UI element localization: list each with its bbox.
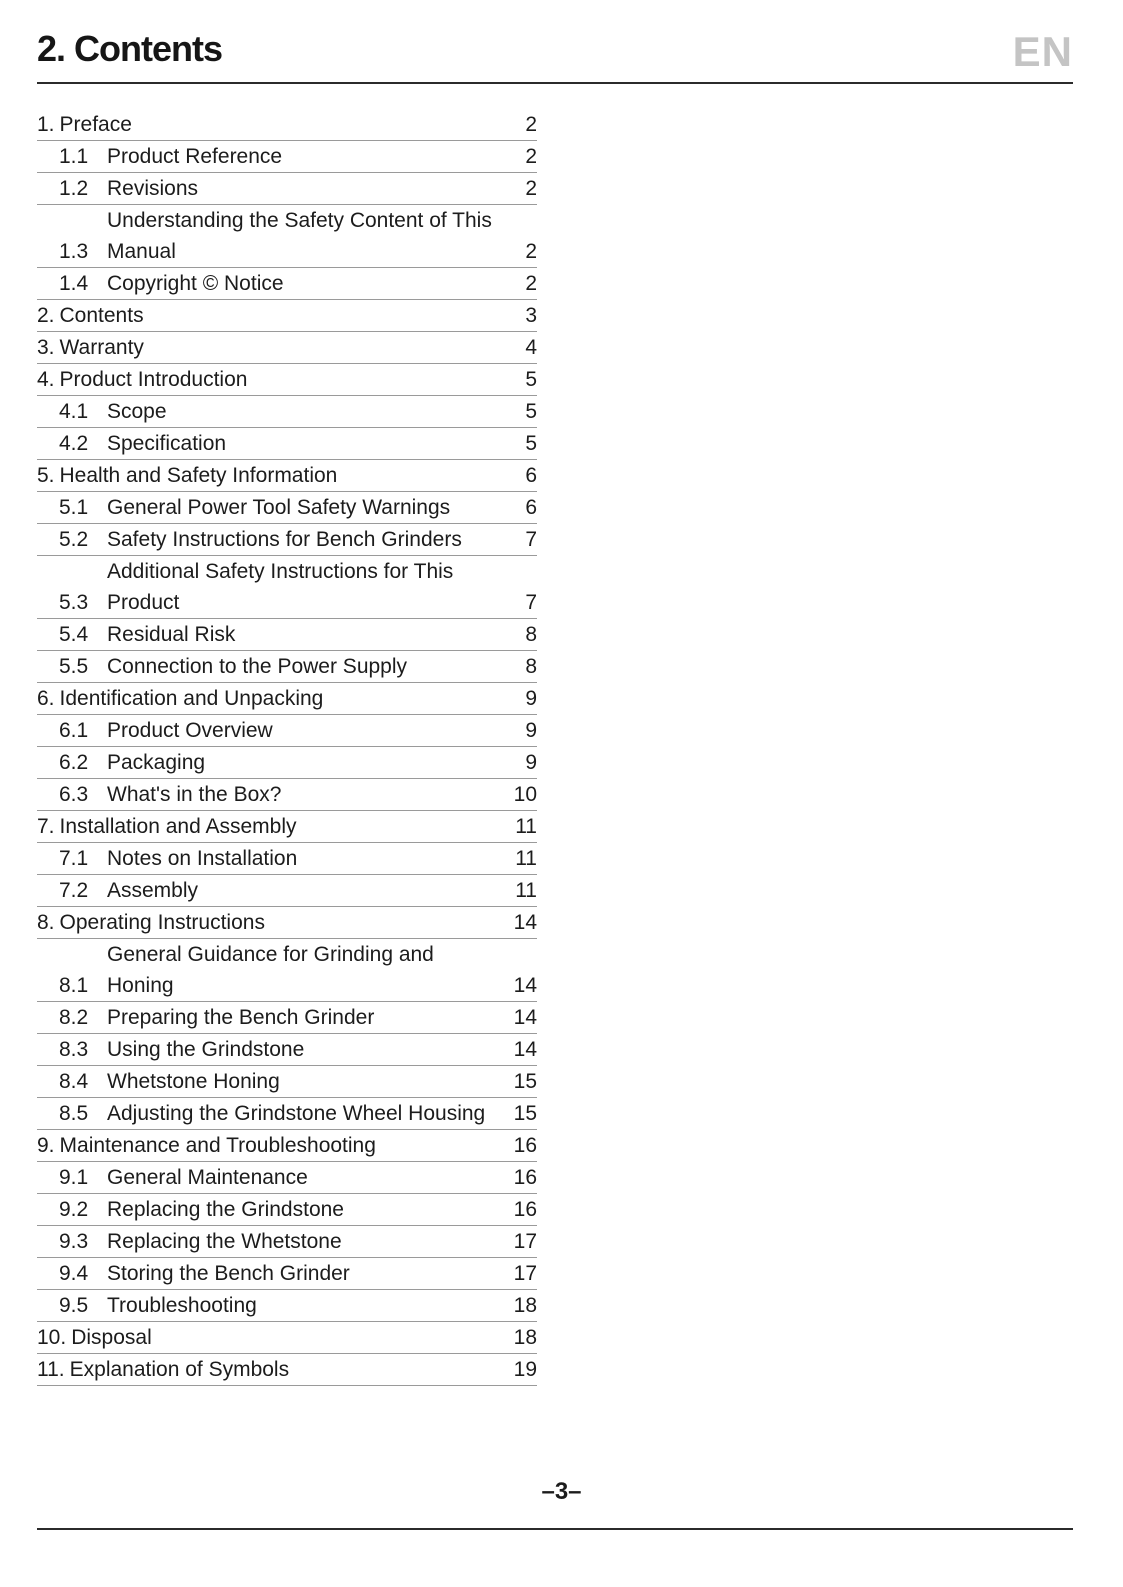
toc-subsection-entry bbox=[37, 619, 537, 651]
toc-entry-title: Preparing the Bench Grinder bbox=[107, 1006, 375, 1029]
toc-entry-page: 11 bbox=[515, 815, 537, 838]
toc-entry-number: 9.5 bbox=[59, 1294, 89, 1317]
toc-subsection-entry bbox=[37, 141, 537, 173]
toc-entry-page: 10 bbox=[513, 783, 537, 806]
page-number: –3– bbox=[541, 1478, 582, 1505]
toc-entry-page: 9 bbox=[525, 751, 537, 774]
toc-subsection-entry bbox=[37, 1258, 537, 1290]
toc-subsection-entry bbox=[37, 173, 537, 205]
toc-entry-number: 1. bbox=[37, 113, 55, 136]
toc-entry-page: 17 bbox=[513, 1262, 537, 1285]
toc-entry-title: Identification and Unpacking bbox=[59, 687, 324, 710]
toc-subsection-entry bbox=[37, 1034, 537, 1066]
toc-subsection-entry bbox=[37, 1194, 537, 1226]
toc-entry-number: 5.2 bbox=[59, 528, 89, 551]
toc-subsection-entry bbox=[37, 779, 537, 811]
toc-subsection-entry bbox=[37, 556, 537, 619]
toc-entry-title: Product Reference bbox=[107, 145, 283, 168]
toc-entry-page: 2 bbox=[525, 272, 537, 295]
toc-section-entry bbox=[37, 1322, 537, 1354]
toc-entry-title: Additional Safety Instructions for This Product bbox=[107, 560, 454, 614]
toc-entry-page: 15 bbox=[513, 1102, 537, 1125]
toc-subsection-entry bbox=[37, 1162, 537, 1194]
toc-entry-number: 9.3 bbox=[59, 1230, 89, 1253]
toc-subsection-entry bbox=[37, 715, 537, 747]
toc-entry-title: Understanding the Safety Content of This Manual bbox=[107, 209, 492, 263]
toc-entry-title: Installation and Assembly bbox=[59, 815, 297, 838]
toc-entry-number: 6.2 bbox=[59, 751, 89, 774]
toc-entry-number: 7. bbox=[37, 815, 55, 838]
toc-section-entry bbox=[37, 364, 537, 396]
toc-entry-number: 4.1 bbox=[59, 400, 89, 423]
toc-subsection-entry bbox=[37, 1290, 537, 1322]
toc-entry-page: 11 bbox=[515, 879, 537, 902]
toc-entry-page: 6 bbox=[525, 464, 537, 487]
toc-subsection-entry bbox=[37, 875, 537, 907]
toc-entry-number: 3. bbox=[37, 336, 55, 359]
toc-entry-number: 8.4 bbox=[59, 1070, 89, 1093]
toc-entry-title: Replacing the Grindstone bbox=[107, 1198, 344, 1221]
toc-subsection-entry bbox=[37, 396, 537, 428]
toc-entry-page: 16 bbox=[513, 1166, 537, 1189]
toc-entry-number: 2. bbox=[37, 304, 55, 327]
toc-entry-page: 9 bbox=[525, 719, 537, 742]
toc-entry-page: 5 bbox=[525, 400, 537, 423]
toc-subsection-entry bbox=[37, 1098, 537, 1130]
toc-entry-page: 8 bbox=[525, 655, 537, 678]
toc-entry-page: 18 bbox=[513, 1326, 537, 1349]
toc-entry-title: Preface bbox=[59, 113, 132, 136]
toc-entry-page: 2 bbox=[525, 113, 537, 136]
toc-section-entry bbox=[37, 1354, 537, 1386]
toc-entry-page: 2 bbox=[525, 240, 537, 263]
toc-entry-title: General Power Tool Safety Warnings bbox=[107, 496, 451, 519]
toc-entry-page: 5 bbox=[525, 432, 537, 455]
toc-entry-page: 5 bbox=[525, 368, 537, 391]
toc-entry-title: Safety Instructions for Bench Grinders bbox=[107, 528, 462, 551]
toc-entry-number: 5.3 bbox=[59, 591, 89, 614]
toc-entry-number: 8.2 bbox=[59, 1006, 89, 1029]
toc-subsection-entry bbox=[37, 843, 537, 875]
toc-entry-number: 9. bbox=[37, 1134, 55, 1157]
toc-section-entry bbox=[37, 907, 537, 939]
toc-section-entry bbox=[37, 1130, 537, 1162]
toc-subsection-entry bbox=[37, 428, 537, 460]
toc-subsection-entry bbox=[37, 747, 537, 779]
toc-entry-number: 6.3 bbox=[59, 783, 89, 806]
toc-entry-title: Explanation of Symbols bbox=[69, 1358, 290, 1381]
toc-entry-page: 18 bbox=[513, 1294, 537, 1317]
toc-entry-page: 19 bbox=[513, 1358, 537, 1381]
table-of-contents bbox=[37, 109, 537, 1386]
toc-entry-title: Disposal bbox=[71, 1326, 152, 1349]
toc-entry-page: 14 bbox=[513, 974, 537, 997]
toc-entry-title: Storing the Bench Grinder bbox=[107, 1262, 350, 1285]
toc-entry-number: 9.4 bbox=[59, 1262, 89, 1285]
toc-entry-title: Whetstone Honing bbox=[107, 1070, 280, 1093]
toc-entry-number: 1.4 bbox=[59, 272, 89, 295]
toc-entry-page: 15 bbox=[513, 1070, 537, 1093]
toc-entry-number: 5. bbox=[37, 464, 55, 487]
toc-subsection-entry bbox=[37, 939, 537, 1002]
toc-subsection-entry bbox=[37, 268, 537, 300]
toc-entry-number: 9.2 bbox=[59, 1198, 89, 1221]
toc-entry-title: Residual Risk bbox=[107, 623, 236, 646]
toc-entry-title: Replacing the Whetstone bbox=[107, 1230, 342, 1253]
toc-section-entry bbox=[37, 300, 537, 332]
toc-entry-title: General Maintenance bbox=[107, 1166, 308, 1189]
toc-entry-page: 4 bbox=[525, 336, 537, 359]
toc-entry-number: 1.3 bbox=[59, 240, 89, 263]
toc-section-entry bbox=[37, 811, 537, 843]
toc-entry-page: 2 bbox=[525, 177, 537, 200]
toc-entry-title: Product Introduction bbox=[59, 368, 248, 391]
toc-entry-page: 14 bbox=[513, 1006, 537, 1029]
toc-section-entry bbox=[37, 332, 537, 364]
toc-entry-page: 16 bbox=[513, 1198, 537, 1221]
toc-entry-title: Adjusting the Grindstone Wheel Housing bbox=[107, 1102, 486, 1125]
toc-entry-number: 9.1 bbox=[59, 1166, 89, 1189]
toc-section-entry bbox=[37, 109, 537, 141]
toc-entry-title: Troubleshooting bbox=[107, 1294, 257, 1317]
toc-entry-number: 8.1 bbox=[59, 974, 89, 997]
toc-entry-page: 7 bbox=[525, 591, 537, 614]
toc-entry-number: 7.2 bbox=[59, 879, 89, 902]
toc-entry-title: Contents bbox=[59, 304, 144, 327]
toc-entry-title: Maintenance and Troubleshooting bbox=[59, 1134, 376, 1157]
toc-entry-page: 2 bbox=[525, 145, 537, 168]
toc-entry-number: 1.1 bbox=[59, 145, 89, 168]
page-header bbox=[37, 26, 1073, 84]
toc-entry-page: 3 bbox=[525, 304, 537, 327]
toc-entry-number: 10. bbox=[37, 1326, 67, 1349]
toc-subsection-entry bbox=[37, 651, 537, 683]
page-title: 2. Contents bbox=[37, 28, 223, 69]
toc-entry-number: 5.1 bbox=[59, 496, 89, 519]
toc-entry-number: 4.2 bbox=[59, 432, 89, 455]
toc-entry-number: 5.4 bbox=[59, 623, 89, 646]
toc-entry-number: 4. bbox=[37, 368, 55, 391]
toc-entry-number: 8.5 bbox=[59, 1102, 89, 1125]
toc-subsection-entry bbox=[37, 1002, 537, 1034]
toc-entry-title: General Guidance for Grinding and Honing bbox=[107, 943, 434, 997]
toc-subsection-entry bbox=[37, 205, 537, 268]
toc-entry-title: Notes on Installation bbox=[107, 847, 298, 870]
language-badge: EN bbox=[1012, 28, 1073, 75]
toc-section-entry bbox=[37, 460, 537, 492]
toc-entry-number: 8.3 bbox=[59, 1038, 89, 1061]
toc-entry-title: Specification bbox=[107, 432, 227, 455]
footer-divider bbox=[37, 1528, 1073, 1530]
toc-entry-page: 16 bbox=[513, 1134, 537, 1157]
toc-section-entry bbox=[37, 683, 537, 715]
toc-entry-page: 9 bbox=[525, 687, 537, 710]
toc-subsection-entry bbox=[37, 492, 537, 524]
toc-entry-page: 11 bbox=[515, 847, 537, 870]
toc-entry-title: Product Overview bbox=[107, 719, 273, 742]
toc-entry-title: What's in the Box? bbox=[107, 783, 282, 806]
toc-entry-number: 11. bbox=[37, 1358, 65, 1381]
toc-entry-title: Copyright © Notice bbox=[107, 272, 284, 295]
toc-entry-title: Revisions bbox=[107, 177, 199, 200]
toc-entry-title: Assembly bbox=[107, 879, 199, 902]
toc-entry-page: 7 bbox=[525, 528, 537, 551]
toc-subsection-entry bbox=[37, 524, 537, 556]
toc-subsection-entry bbox=[37, 1066, 537, 1098]
toc-entry-title: Packaging bbox=[107, 751, 206, 774]
toc-entry-number: 1.2 bbox=[59, 177, 89, 200]
toc-entry-title: Warranty bbox=[59, 336, 144, 359]
toc-entry-page: 8 bbox=[525, 623, 537, 646]
toc-entry-page: 17 bbox=[513, 1230, 537, 1253]
toc-entry-number: 6.1 bbox=[59, 719, 89, 742]
toc-entry-page: 14 bbox=[513, 911, 537, 934]
toc-entry-title: Health and Safety Information bbox=[59, 464, 338, 487]
toc-entry-page: 6 bbox=[525, 496, 537, 519]
toc-entry-page: 14 bbox=[513, 1038, 537, 1061]
toc-subsection-entry bbox=[37, 1226, 537, 1258]
toc-entry-number: 8. bbox=[37, 911, 55, 934]
toc-entry-title: Connection to the Power Supply bbox=[107, 655, 408, 678]
toc-entry-title: Scope bbox=[107, 400, 167, 423]
toc-entry-number: 6. bbox=[37, 687, 55, 710]
toc-entry-title: Using the Grindstone bbox=[107, 1038, 305, 1061]
toc-entry-number: 7.1 bbox=[59, 847, 89, 870]
toc-entry-title: Operating Instructions bbox=[59, 911, 265, 934]
toc-entry-number: 5.5 bbox=[59, 655, 89, 678]
